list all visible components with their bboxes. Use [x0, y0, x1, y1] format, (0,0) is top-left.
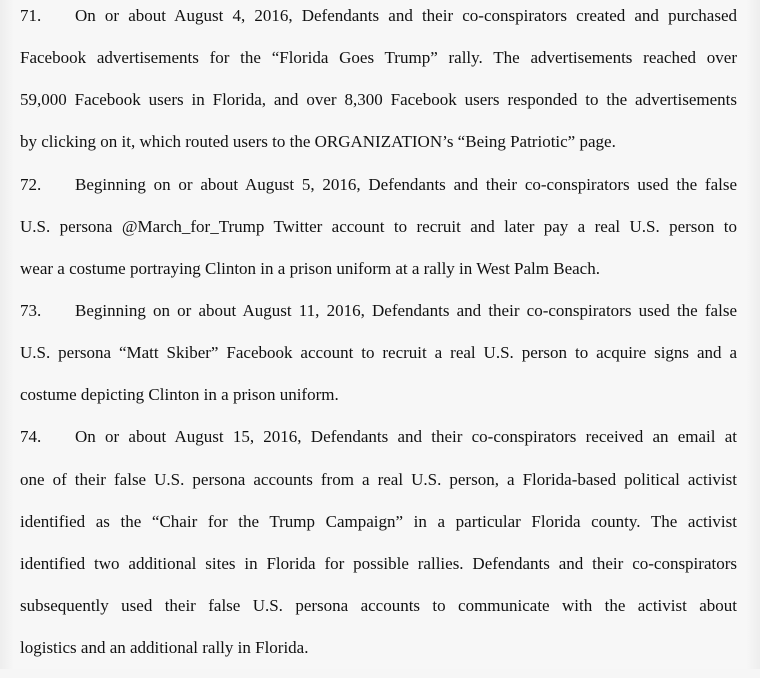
- paragraph-text-line: costume depicting Clinton in a prison uniform.: [20, 385, 339, 405]
- paragraph-line: [20, 594, 737, 636]
- paragraph-text-line: U.S. persona “Matt Skiber” Facebook account to recruit a real U.S. person to acquire signs and a: [20, 343, 737, 363]
- paragraph-line: [20, 88, 737, 130]
- paragraph-71: [20, 4, 737, 173]
- paragraph-line: [20, 215, 737, 257]
- paragraph-text-line: Beginning on or about August 11, 2016, Defendants and their co-conspirators used the false: [75, 300, 737, 320]
- paragraph-73: [20, 299, 737, 425]
- paragraph-line: [20, 552, 737, 594]
- paragraph-line: [20, 173, 737, 215]
- paragraph-text-line: logistics and an additional rally in Florida.: [20, 638, 309, 658]
- paragraph-line: [20, 257, 737, 299]
- paragraph-text-line: Facebook advertisements for the “Florida Goes Trump” rally. The advertisements reached over: [20, 48, 737, 68]
- paragraph-number: 74.: [20, 427, 42, 447]
- paragraph-text-line: wear a costume portraying Clinton in a prison uniform at a rally in West Palm Beach.: [20, 258, 600, 278]
- document-body: [20, 4, 737, 678]
- paragraph-text-line: Beginning on or about August 5, 2016, Defendants and their co-conspirators used the false: [75, 174, 737, 194]
- paragraph-line: [20, 425, 737, 467]
- paragraph-text-line: identified two additional sites in Florida for possible rallies. Defendants and their co-conspirators: [20, 553, 737, 573]
- paragraph-line: [20, 383, 737, 425]
- paragraph-74: [20, 425, 737, 678]
- paragraph-line: [20, 341, 737, 383]
- paragraph-line: [20, 46, 737, 88]
- paragraph-number: 72.: [20, 174, 42, 194]
- paragraph-72: [20, 173, 737, 299]
- paragraph-text-line: On or about August 4, 2016, Defendants and their co-conspirators created and purchased: [75, 6, 737, 25]
- paragraph-line: [20, 130, 737, 172]
- paragraph-line: [20, 636, 737, 678]
- paragraph-text-line: 59,000 Facebook users in Florida, and over 8,300 Facebook users responded to the advertisements: [20, 90, 737, 110]
- paragraph-line: [20, 299, 737, 341]
- paragraph-text-line: identified as the “Chair for the Trump Campaign” in a particular Florida county. The activist: [20, 511, 737, 531]
- paragraph-line: [20, 468, 737, 510]
- paragraph-text-line: On or about August 15, 2016, Defendants and their co-conspirators received an email at: [75, 427, 737, 447]
- paragraph-line: [20, 510, 737, 552]
- paragraph-text-line: subsequently used their false U.S. persona accounts to communicate with the activist about: [20, 595, 737, 615]
- paragraph-text-line: U.S. persona @March_for_Trump Twitter account to recruit and later pay a real U.S. person to: [20, 216, 737, 236]
- paragraph-text-line: by clicking on it, which routed users to the ORGANIZATION’s “Being Patriotic” page.: [20, 132, 616, 152]
- paragraph-text-line: one of their false U.S. persona accounts from a real U.S. person, a Florida-based political activist: [20, 469, 737, 489]
- paragraph-number: 73.: [20, 300, 42, 320]
- paragraph-number: 71.: [20, 6, 42, 25]
- paragraph-line: [20, 4, 737, 46]
